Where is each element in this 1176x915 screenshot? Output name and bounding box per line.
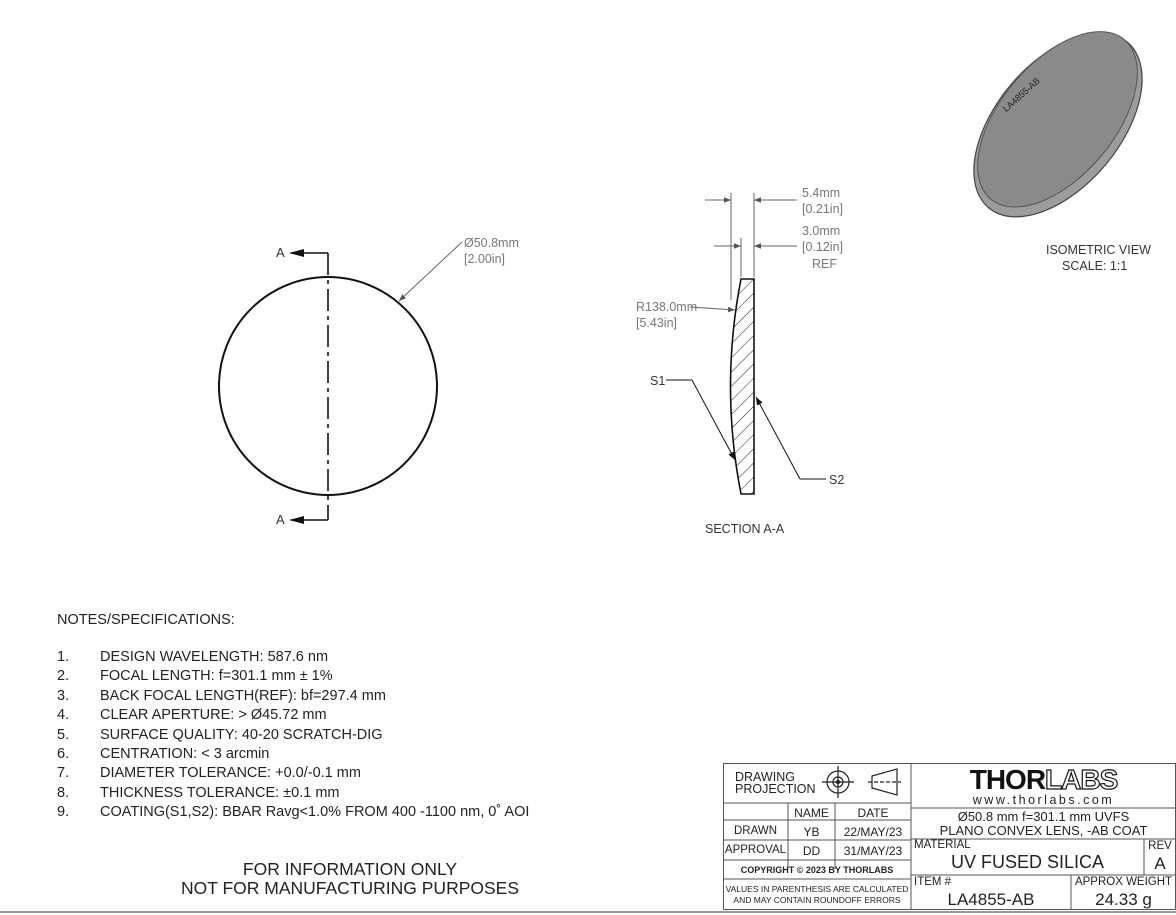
logo-labs: LABS <box>1045 764 1118 795</box>
note-item <box>57 667 529 686</box>
s1-leader <box>692 380 735 460</box>
note-number: 1. <box>57 649 70 665</box>
rev-label: REV <box>1148 840 1172 852</box>
disclaimer-line-2: NOT FOR MANUFACTURING PURPOSES <box>180 877 520 898</box>
isometric-view <box>941 2 1175 247</box>
website: www.thorlabs.com <box>972 793 1115 807</box>
drawn-label: DRAWN <box>733 825 777 837</box>
radius-in-text: [5.43in] <box>636 316 678 330</box>
note-number: 6. <box>57 745 70 762</box>
s1-label: S1 <box>650 374 666 388</box>
notes-specifications <box>57 612 529 823</box>
disclaimer <box>160 860 540 897</box>
note-text: DIAMETER TOLERANCE: +0.0/-0.1 mm <box>100 765 361 782</box>
edge-ref-text: REF <box>812 257 837 271</box>
iso-engraving: LA4855-AB <box>1000 75 1042 114</box>
item-label: ITEM # <box>914 876 952 888</box>
s2-leader <box>756 397 800 479</box>
note-number: 4. <box>57 707 70 724</box>
item-value: LA4855-AB <box>947 890 1035 909</box>
bottom-border <box>0 911 1176 913</box>
drawn-name: YB <box>803 825 820 839</box>
note-number: 5. <box>57 726 70 743</box>
section-view <box>636 186 844 536</box>
approval-name: DD <box>802 844 821 858</box>
note-item <box>57 764 529 783</box>
logo-thor: THOR <box>969 764 1046 795</box>
note-item <box>57 726 529 745</box>
iso-title: ISOMETRIC VIEW <box>1046 243 1151 257</box>
note-item <box>57 803 529 822</box>
s2-label: S2 <box>829 473 845 487</box>
rev-value: A <box>1154 854 1166 873</box>
date-header: DATE <box>857 806 889 820</box>
thickness-mm-text: 5.4mm <box>802 186 841 200</box>
section-label-bottom: A <box>276 512 285 527</box>
section-caption: SECTION A-A <box>705 522 785 536</box>
drawn-date: 22/MAY/23 <box>843 825 903 839</box>
edge-mm-text: 3.0mm <box>802 224 841 238</box>
note-text: BACK FOCAL LENGTH(REF): bf=297.4 mm <box>100 687 386 704</box>
note-item <box>57 687 529 706</box>
radius-mm-text: R138.0mm <box>636 300 698 314</box>
material-label: MATERIAL <box>914 839 971 851</box>
material-value: UV FUSED SILICA <box>950 852 1105 872</box>
edge-in-text: [0.12in] <box>802 240 844 254</box>
projection-label-line-1: DRAWING <box>735 770 795 784</box>
note-number: 7. <box>57 765 70 782</box>
diameter-mm-text: Ø50.8mm <box>464 236 519 250</box>
description-line-2: PLANO CONVEX LENS, -AB COAT <box>939 823 1148 838</box>
diameter-in-text: [2.00in] <box>464 252 506 266</box>
note-text: COATING(S1,S2): BBAR Ravg<1.0% FROM 400 -1100 nm, 0˚ AOI <box>100 804 530 821</box>
note-item <box>57 706 529 725</box>
approval-date: 31/MAY/23 <box>843 844 903 858</box>
values-note <box>723 884 911 906</box>
diameter-leader <box>399 242 462 301</box>
note-number: 8. <box>57 784 70 801</box>
section-bottom-arrow <box>289 516 304 524</box>
name-header: NAME <box>794 806 829 820</box>
values-note-line-2: AND MAY CONTAIN ROUNDOFF ERRORS <box>733 895 901 905</box>
note-number: 9. <box>57 804 70 821</box>
note-text: CENTRATION: < 3 arcmin <box>100 745 270 762</box>
note-item <box>57 648 529 667</box>
notes-heading: NOTES/SPECIFICATIONS: <box>57 612 235 628</box>
note-text: THICKNESS TOLERANCE: ±0.1 mm <box>100 784 340 801</box>
note-number: 2. <box>57 668 70 685</box>
projection-label-line-2: PROJECTION <box>735 782 816 796</box>
disclaimer-line-1: FOR INFORMATION ONLY <box>242 859 458 879</box>
first-angle-projection-icon <box>822 766 901 798</box>
thickness-in-text: [0.21in] <box>802 202 844 216</box>
section-top-arrow <box>289 249 304 257</box>
copyright: COPYRIGHT © 2023 BY THORLABS <box>740 865 894 875</box>
description-line-1: Ø50.8 mm f=301.1 mm UVFS <box>957 809 1130 824</box>
section-label-top: A <box>276 245 285 260</box>
weight-label: APPROX WEIGHT <box>1074 876 1173 888</box>
note-text: CLEAR APERTURE: > Ø45.72 mm <box>100 707 327 724</box>
approval-label: APPROVAL <box>724 844 787 856</box>
note-text: DESIGN WAVELENGTH: 587.6 nm <box>100 649 329 665</box>
weight-value: 24.33 g <box>1095 890 1152 909</box>
note-item <box>57 745 529 764</box>
front-view <box>219 236 519 527</box>
title-block <box>723 763 1176 910</box>
description <box>911 810 1176 838</box>
note-item <box>57 784 529 803</box>
values-note-line-1: VALUES IN PARENTHESIS ARE CALCULATED <box>725 884 909 894</box>
lens-section-profile <box>731 279 755 494</box>
iso-scale: SCALE: 1:1 <box>1062 259 1128 273</box>
note-text: SURFACE QUALITY: 40-20 SCRATCH-DIG <box>100 726 383 743</box>
projection-label <box>735 771 816 795</box>
note-text: FOCAL LENGTH: f=301.1 mm ± 1% <box>100 668 333 685</box>
thorlabs-logo <box>911 764 1176 796</box>
note-number: 3. <box>57 687 70 704</box>
notes-list <box>57 648 529 823</box>
